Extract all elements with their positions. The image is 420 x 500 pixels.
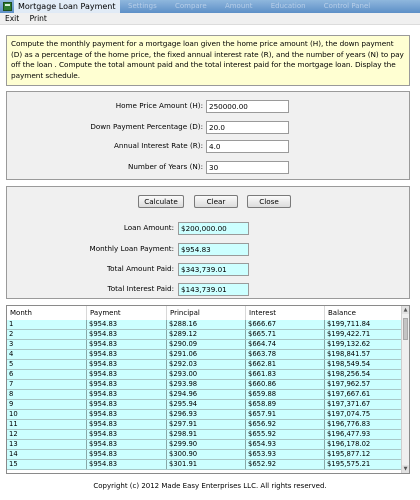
table-header [7, 306, 402, 321]
loan-amount-label: Loan Amount: [123, 223, 174, 232]
table-row[interactable] [7, 450, 402, 460]
cell-principal: $290.09 [167, 340, 246, 349]
column-header-balance[interactable]: Balance [325, 306, 402, 320]
cell-month: 12 [7, 430, 87, 439]
down-payment-label: Down Payment Percentage (D): [90, 122, 203, 131]
cell-payment: $954.83 [87, 450, 167, 459]
cell-interest: $657.91 [246, 410, 325, 419]
cell-month: 4 [7, 350, 87, 359]
cell-payment: $954.83 [87, 350, 167, 359]
menu-bar [0, 13, 420, 25]
cell-balance: $197,962.57 [325, 380, 402, 389]
cell-interest: $661.83 [246, 370, 325, 379]
cell-payment: $954.83 [87, 440, 167, 449]
cell-balance: $199,132.62 [325, 340, 402, 349]
years-input[interactable]: 30 [206, 161, 289, 174]
cell-month: 3 [7, 340, 87, 349]
column-header-interest[interactable]: Interest [246, 306, 325, 320]
home-price-label: Home Price Amount (H): [115, 101, 203, 110]
table-row[interactable] [7, 390, 402, 400]
cell-payment: $954.83 [87, 380, 167, 389]
scroll-thumb[interactable] [403, 318, 408, 340]
cell-payment: $954.83 [87, 460, 167, 469]
table-row[interactable] [7, 340, 402, 350]
payment-schedule-table[interactable] [6, 305, 410, 474]
cell-balance: $199,711.84 [325, 320, 402, 329]
cell-month: 6 [7, 370, 87, 379]
table-row[interactable] [7, 370, 402, 380]
title-bar [0, 0, 420, 14]
table-row[interactable] [7, 320, 402, 330]
cell-balance: $196,178.02 [325, 440, 402, 449]
cell-interest: $662.81 [246, 360, 325, 369]
column-header-principal[interactable]: Principal [167, 306, 246, 320]
table-scrollbar[interactable] [401, 306, 409, 473]
cell-interest: $659.88 [246, 390, 325, 399]
cell-principal: $293.00 [167, 370, 246, 379]
cell-balance: $197,371.67 [325, 400, 402, 409]
window-title: Mortgage Loan Payment [14, 0, 120, 13]
table-row[interactable] [7, 380, 402, 390]
cell-month: 9 [7, 400, 87, 409]
cell-principal: $297.91 [167, 420, 246, 429]
cell-month: 14 [7, 450, 87, 459]
cell-payment: $954.83 [87, 330, 167, 339]
clear-button[interactable]: Clear [194, 195, 238, 208]
table-row[interactable] [7, 410, 402, 420]
cell-interest: $660.86 [246, 380, 325, 389]
total-interest-label: Total Interest Paid: [107, 284, 174, 293]
cell-month: 5 [7, 360, 87, 369]
home-price-input[interactable]: 250000.00 [206, 100, 289, 113]
table-row[interactable] [7, 440, 402, 450]
total-amount-output: $343,739.01 [178, 263, 249, 276]
cell-principal: $294.96 [167, 390, 246, 399]
background-window-tabs [128, 0, 386, 13]
cell-principal: $296.93 [167, 410, 246, 419]
cell-payment: $954.83 [87, 430, 167, 439]
copyright-footer: Copyright (c) 2012 Made Easy Enterprises LLC. All rights reserved. [93, 482, 327, 490]
monthly-payment-label: Monthly Loan Payment: [89, 244, 174, 253]
loan-amount-output: $200,000.00 [178, 222, 249, 235]
interest-rate-input[interactable]: 4.0 [206, 140, 289, 153]
cell-month: 8 [7, 390, 87, 399]
cell-balance: $198,256.54 [325, 370, 402, 379]
total-interest-output: $143,739.01 [178, 283, 249, 296]
app-icon [3, 2, 12, 11]
cell-interest: $663.78 [246, 350, 325, 359]
cell-balance: $199,422.71 [325, 330, 402, 339]
cell-principal: $295.94 [167, 400, 246, 409]
cell-principal: $298.91 [167, 430, 246, 439]
column-header-payment[interactable]: Payment [87, 306, 167, 320]
cell-month: 1 [7, 320, 87, 329]
ghost-tab: Control Panel [323, 2, 371, 10]
cell-balance: $196,477.93 [325, 430, 402, 439]
scroll-up-arrow-icon[interactable]: ▲ [403, 307, 408, 313]
ghost-tab: Settings [128, 2, 157, 10]
input-panel [6, 91, 410, 180]
years-label: Number of Years (N): [127, 162, 203, 171]
column-header-month[interactable]: Month [7, 306, 87, 320]
cell-balance: $197,074.75 [325, 410, 402, 419]
ghost-tab: Compare [174, 2, 207, 10]
cell-balance: $196,776.83 [325, 420, 402, 429]
cell-principal: $301.91 [167, 460, 246, 469]
cell-principal: $292.03 [167, 360, 246, 369]
cell-payment: $954.83 [87, 390, 167, 399]
cell-payment: $954.83 [87, 360, 167, 369]
cell-principal: $289.12 [167, 330, 246, 339]
cell-principal: $300.90 [167, 450, 246, 459]
ghost-tab: Amount [224, 2, 253, 10]
cell-interest: $653.93 [246, 450, 325, 459]
cell-month: 7 [7, 380, 87, 389]
cell-principal: $288.16 [167, 320, 246, 329]
cell-interest: $654.93 [246, 440, 325, 449]
cell-interest: $664.74 [246, 340, 325, 349]
table-row[interactable] [7, 330, 402, 340]
cell-payment: $954.83 [87, 340, 167, 349]
cell-payment: $954.83 [87, 420, 167, 429]
ghost-tab: Education [270, 2, 306, 10]
down-payment-input[interactable]: 20.0 [206, 121, 289, 134]
total-amount-label: Total Amount Paid: [107, 264, 174, 273]
results-panel [6, 186, 410, 299]
cell-month: 15 [7, 460, 87, 469]
cell-interest: $655.92 [246, 430, 325, 439]
table-row[interactable] [7, 400, 402, 410]
description-panel: Compute the monthly payment for a mortgage loan given the home price amount (H), the down payment (D) as a percentage of the home price, the fixed annual interest rate (R), and the number of years (N) to pay off the loan . Compute the total amount paid and the total interest paid for the mortgage loan. Display the payment schedule. [6, 35, 410, 86]
cell-payment: $954.83 [87, 400, 167, 409]
cell-principal: $299.90 [167, 440, 246, 449]
scroll-down-arrow-icon[interactable]: ▼ [403, 466, 408, 472]
cell-month: 2 [7, 330, 87, 339]
cell-balance: $195,575.21 [325, 460, 402, 469]
cell-balance: $198,549.54 [325, 360, 402, 369]
cell-month: 13 [7, 440, 87, 449]
cell-interest: $666.67 [246, 320, 325, 329]
calculate-button[interactable]: Calculate [138, 195, 184, 208]
cell-payment: $954.83 [87, 370, 167, 379]
menu-exit[interactable]: Exit [5, 14, 20, 23]
cell-interest: $652.92 [246, 460, 325, 469]
cell-payment: $954.83 [87, 320, 167, 329]
cell-interest: $658.89 [246, 400, 325, 409]
cell-balance: $198,841.57 [325, 350, 402, 359]
cell-balance: $195,877.12 [325, 450, 402, 459]
table-row[interactable] [7, 360, 402, 370]
table-row[interactable] [7, 460, 402, 470]
cell-month: 11 [7, 420, 87, 429]
cell-interest: $665.71 [246, 330, 325, 339]
cell-principal: $293.98 [167, 380, 246, 389]
cell-balance: $197,667.61 [325, 390, 402, 399]
interest-rate-label: Annual Interest Rate (R): [113, 141, 203, 150]
cell-month: 10 [7, 410, 87, 419]
monthly-payment-output: $954.83 [178, 243, 249, 256]
menu-print[interactable]: Print [29, 14, 47, 23]
table-row[interactable] [7, 350, 402, 360]
table-row[interactable] [7, 430, 402, 440]
table-row[interactable] [7, 420, 402, 430]
cell-interest: $656.92 [246, 420, 325, 429]
close-button[interactable]: Close [247, 195, 291, 208]
cell-payment: $954.83 [87, 410, 167, 419]
cell-principal: $291.06 [167, 350, 246, 359]
